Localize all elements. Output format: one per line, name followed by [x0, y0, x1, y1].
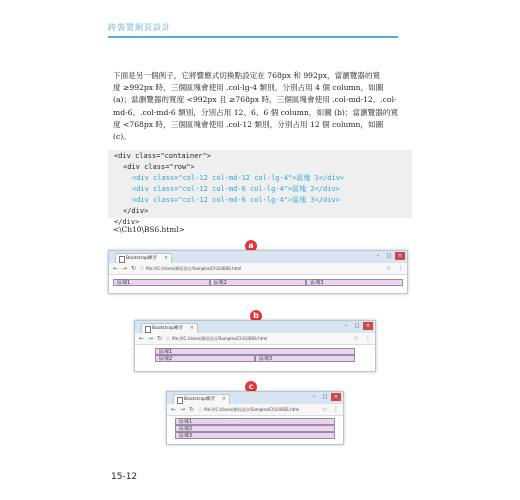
- window-titlebar: [135, 321, 375, 333]
- star-icon[interactable]: ☆: [353, 335, 359, 342]
- window-titlebar: [167, 392, 343, 404]
- close-button[interactable]: ×: [331, 393, 341, 401]
- paragraph-line: (c)。: [113, 132, 131, 142]
- page-icon: [119, 256, 125, 263]
- layout-row: [175, 432, 335, 439]
- page-number: 15-12: [111, 472, 138, 482]
- window-titlebar: [109, 251, 407, 263]
- star-icon[interactable]: ☆: [386, 265, 392, 272]
- browser-toolbar: [167, 404, 343, 416]
- paragraph-line: (a)；當瀏覽器的寬度 <992px 且 ≥768px 時，三個區塊會使用 .col-md-12、.col-: [113, 95, 397, 105]
- back-arrow-icon[interactable]: ←: [139, 335, 145, 342]
- minimize-button[interactable]: –: [376, 253, 380, 259]
- code-block: [108, 150, 412, 226]
- menu-icon[interactable]: ⋮: [398, 265, 404, 272]
- code-line: [132, 184, 340, 195]
- info-icon: ⓘ: [166, 336, 170, 341]
- forward-arrow-icon[interactable]: →: [122, 265, 128, 272]
- address-bar[interactable]: [198, 406, 316, 413]
- layout-row: [113, 279, 403, 286]
- block-cell: 區塊3: [306, 279, 403, 286]
- code-line: <div class="row">: [123, 163, 195, 171]
- back-arrow-icon[interactable]: ←: [113, 265, 119, 272]
- figure-label-a: a: [245, 240, 257, 252]
- menu-icon[interactable]: ⋮: [333, 406, 339, 413]
- figure-label-c: c: [245, 381, 257, 393]
- tab-close-icon[interactable]: ×: [221, 396, 226, 402]
- block-cell: 區塊3: [175, 432, 335, 439]
- browser-window-a: [108, 250, 408, 294]
- header-title: 跨裝置網頁設計: [108, 23, 171, 32]
- code-line: [132, 195, 340, 206]
- code-line: </div>: [114, 218, 140, 226]
- block-cell: 區塊2: [210, 279, 307, 286]
- code-tag: <div class="col-12 col-md-6 col-lg-4">: [132, 185, 293, 193]
- info-icon: ⓘ: [140, 266, 144, 271]
- close-button[interactable]: ×: [395, 252, 405, 260]
- code-text: 區塊 3</div>: [292, 196, 340, 204]
- address-text: file:///C:/Users/網頁設計/Samples/Ch10/BS6.html: [204, 407, 300, 412]
- page-icon: [177, 397, 183, 404]
- paragraph-line: 度 <768px 時，三個區塊會使用 .col-12 類別，分別占用 12 個 column，如圖: [113, 119, 384, 129]
- forward-arrow-icon[interactable]: →: [148, 335, 154, 342]
- layout-row: [155, 355, 355, 362]
- block-cell: 區塊2: [155, 355, 255, 362]
- code-tag: <div class="col-12 col-md-12 col-lg-4">: [132, 174, 297, 182]
- code-text: 區塊 1</div>: [296, 174, 345, 182]
- code-line: [132, 173, 344, 184]
- minimize-button[interactable]: –: [344, 323, 348, 329]
- paragraph-line: 度 ≥992px 時，三個區塊會使用 .col-lg-4 類別，分別占用 4 個 column，如圖: [113, 83, 384, 93]
- tab-close-icon[interactable]: ×: [163, 255, 168, 261]
- browser-window-c: [166, 391, 344, 445]
- address-bar[interactable]: [140, 265, 380, 272]
- header-rule: [108, 36, 398, 38]
- address-bar[interactable]: [166, 335, 346, 342]
- tab-title: Bootstrap練習: [184, 397, 215, 402]
- layout-row: [155, 348, 355, 355]
- file-path-caption: <\Ch10\BS6.html>: [113, 225, 185, 234]
- browser-toolbar: [135, 333, 375, 345]
- paragraph-line: md-6、.col-md-6 類別，分別占用 12、6、6 個 column，如圖 (b)；當瀏覽器的寬: [113, 107, 399, 117]
- maximize-button[interactable]: □: [322, 394, 328, 400]
- block-cell: 區塊1: [175, 418, 335, 425]
- figure-label-b: b: [250, 310, 262, 322]
- browser-window-b: [134, 320, 376, 372]
- layout-row: [175, 425, 335, 432]
- code-tag: <div class="col-12 col-md-6 col-lg-4">: [132, 196, 293, 204]
- tab-title: Bootstrap練習: [152, 326, 183, 331]
- close-button[interactable]: ×: [363, 322, 373, 330]
- paragraph-line: 下面是另一個例子，它將響應式切換點設定在 768px 和 992px，當瀏覽器的寬: [113, 71, 381, 80]
- maximize-button[interactable]: □: [386, 253, 392, 259]
- code-line: <div class="container">: [114, 152, 211, 160]
- reload-icon[interactable]: ↻: [189, 406, 195, 413]
- info-icon: ⓘ: [198, 407, 202, 412]
- reload-icon[interactable]: ↻: [157, 335, 163, 342]
- page-icon: [145, 326, 151, 333]
- code-text: 區塊 2</div>: [292, 185, 340, 193]
- address-text: file:///C:/Users/網頁設計/Samples/Ch10/BS6.html: [146, 266, 242, 271]
- browser-toolbar: [109, 263, 407, 275]
- star-icon[interactable]: ☆: [322, 406, 328, 413]
- address-text: file:///C:/Users/網頁設計/Samples/Ch10/BS6.html: [172, 336, 268, 341]
- back-arrow-icon[interactable]: ←: [171, 406, 177, 413]
- body-paragraph: [113, 70, 405, 143]
- forward-arrow-icon[interactable]: →: [180, 406, 186, 413]
- block-cell: 區塊2: [175, 425, 335, 432]
- menu-icon[interactable]: ⋮: [365, 335, 371, 342]
- minimize-button[interactable]: –: [312, 394, 316, 400]
- block-cell: 區塊1: [155, 348, 355, 355]
- block-cell: 區塊3: [255, 355, 355, 362]
- tab-title: Bootstrap練習: [126, 256, 157, 261]
- tab-close-icon[interactable]: ×: [189, 325, 194, 331]
- block-cell: 區塊1: [113, 279, 210, 286]
- code-line: </div>: [123, 207, 149, 215]
- maximize-button[interactable]: □: [354, 323, 360, 329]
- layout-row: [175, 418, 335, 425]
- reload-icon[interactable]: ↻: [131, 265, 137, 272]
